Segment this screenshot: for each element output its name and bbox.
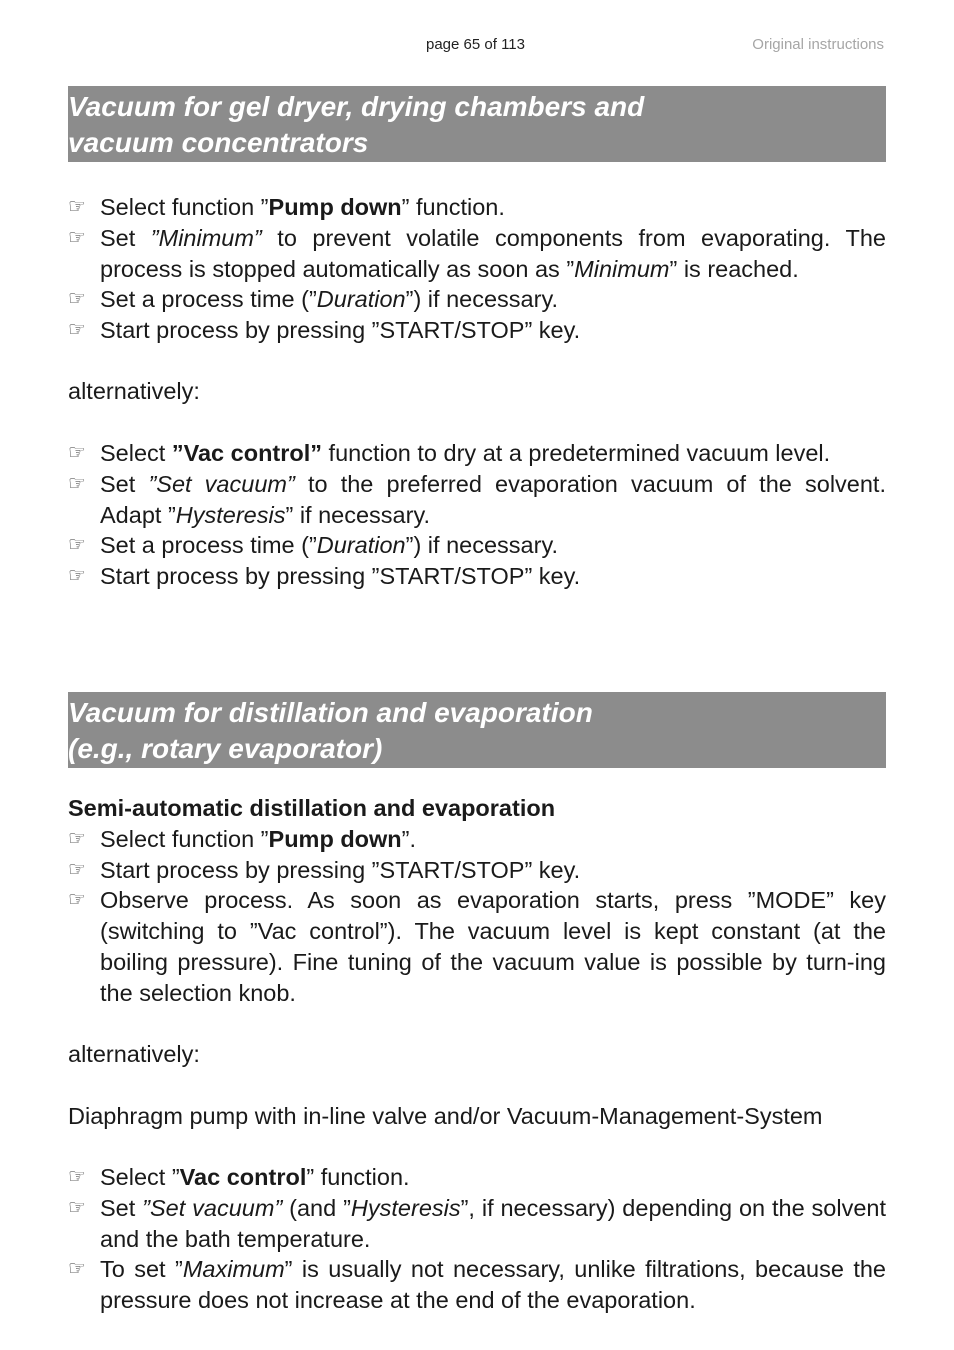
list-item xyxy=(68,1193,886,1255)
alternatively-label: alternatively: xyxy=(68,1041,200,1067)
pointing-hand-icon: ☞ xyxy=(68,889,86,912)
item-text: ”) if necessary. xyxy=(405,286,558,313)
pointing-hand-icon: ☞ xyxy=(68,442,86,464)
pointing-hand-icon: ☞ xyxy=(68,196,86,218)
item-italic: Duration xyxy=(316,286,406,313)
item-text: Set xyxy=(100,470,149,497)
item-text: ” function. xyxy=(306,1164,410,1190)
alternatively-label: alternatively: xyxy=(68,378,200,404)
section-banner-distillation xyxy=(68,692,886,768)
section-title-line-2: (e.g., rotary evaporator) xyxy=(68,733,383,764)
subsection-heading: Semi-automatic distillation and evaporation xyxy=(68,795,556,821)
item-italic: Minimum xyxy=(574,255,670,282)
list-item xyxy=(68,438,886,469)
original-instructions-label: Original instructions xyxy=(752,36,884,53)
item-text: To set ” xyxy=(100,1256,183,1283)
item-text: to prevent volatile components from evaporating. The process is stopped automatically as soon as ” xyxy=(100,224,886,282)
item-italic: ”Set vacuum” xyxy=(148,470,295,497)
item-italic: ”Minimum” xyxy=(150,224,262,251)
list-item xyxy=(68,223,886,285)
item-text: function to dry at a predetermined vacuum level. xyxy=(322,440,831,466)
item-text: Select ” xyxy=(100,1164,180,1190)
pointing-hand-icon: ☞ xyxy=(68,534,86,557)
item-text: Select function ” xyxy=(100,825,269,852)
item-text: Select function ” xyxy=(100,194,269,220)
item-italic: Duration xyxy=(316,532,406,559)
item-text: Set a process time (” xyxy=(100,532,317,559)
section-banner-gel-dryer xyxy=(68,86,886,162)
item-text: Set xyxy=(100,224,151,251)
section-2-body-2 xyxy=(68,1162,886,1316)
item-italic: Maximum xyxy=(182,1256,285,1283)
item-text: Set xyxy=(100,1194,143,1221)
list-item xyxy=(68,885,886,1008)
item-bold: Pump down xyxy=(268,825,402,852)
item-bold: Pump down xyxy=(268,194,402,220)
list-item xyxy=(68,530,886,561)
pointing-hand-icon: ☞ xyxy=(68,226,86,249)
pointing-hand-icon: ☞ xyxy=(68,827,86,850)
pointing-hand-icon: ☞ xyxy=(68,1258,86,1281)
list-item xyxy=(68,561,886,592)
list-item xyxy=(68,192,886,223)
item-text: (and ” xyxy=(282,1194,351,1221)
item-text: Observe process. As soon as evaporation starts, press ”MODE” key (switching to ”Vac control”). The vacuum level is kept constant (at the boiling pressure). Fine tuning of the vacuum value is possible by turn-ing the selection knob. xyxy=(100,887,886,1006)
list-item xyxy=(68,469,886,531)
section-title-line-2: vacuum concentrators xyxy=(68,127,369,158)
item-text: Select xyxy=(100,440,172,466)
item-text: Start process by pressing ”START/STOP” key. xyxy=(100,563,581,590)
item-italic: Hysteresis xyxy=(350,1194,461,1221)
pointing-hand-icon: ☞ xyxy=(68,1196,86,1219)
section-2-body xyxy=(68,793,886,1009)
pointing-hand-icon: ☞ xyxy=(68,319,86,342)
section-title-line-1: Vacuum for gel dryer, drying chambers and xyxy=(68,91,645,122)
item-text: ” is usually not necessary, unlike filtrations, because the pressure does not increase at the end of the evaporation. xyxy=(100,1256,886,1314)
list-item xyxy=(68,1162,886,1193)
pointing-hand-icon: ☞ xyxy=(68,565,86,588)
section-title-line-1: Vacuum for distillation and evaporation xyxy=(68,697,593,728)
list-item xyxy=(68,284,886,315)
section-1-body-2 xyxy=(68,438,886,592)
item-text: ”. xyxy=(401,825,417,852)
item-text: Start process by pressing ”START/STOP” key. xyxy=(100,317,581,344)
pointing-hand-icon: ☞ xyxy=(68,858,86,881)
item-text: ”, if necessary) depending on the solvent and the bath temperature. xyxy=(100,1194,886,1252)
item-text: Start process by pressing ”START/STOP” key. xyxy=(100,856,581,883)
item-text: ” function. xyxy=(401,194,505,220)
item-bold: ”Vac control” xyxy=(171,440,323,466)
item-text: to the preferred evaporation vacuum of the solvent. Adapt ” xyxy=(100,470,886,528)
section-1-body xyxy=(68,192,886,346)
item-text: ” if necessary. xyxy=(285,501,430,528)
item-italic: ”Set vacuum” xyxy=(142,1194,283,1221)
item-text: ”) if necessary. xyxy=(405,532,558,559)
item-text: ” is reached. xyxy=(669,255,799,282)
item-text: Set a process time (” xyxy=(100,286,317,313)
pointing-hand-icon: ☞ xyxy=(68,288,86,311)
page-number: page 65 of 113 xyxy=(426,36,525,53)
list-item xyxy=(68,855,886,886)
item-bold: Vac control xyxy=(179,1164,307,1190)
pointing-hand-icon: ☞ xyxy=(68,1166,86,1188)
list-item xyxy=(68,824,886,855)
list-item xyxy=(68,315,886,346)
list-item xyxy=(68,1254,886,1316)
pump-system-line: Diaphragm pump with in-line valve and/or Vacuum-Management-System xyxy=(68,1103,823,1129)
pointing-hand-icon: ☞ xyxy=(68,472,86,495)
item-italic: Hysteresis xyxy=(175,501,286,528)
